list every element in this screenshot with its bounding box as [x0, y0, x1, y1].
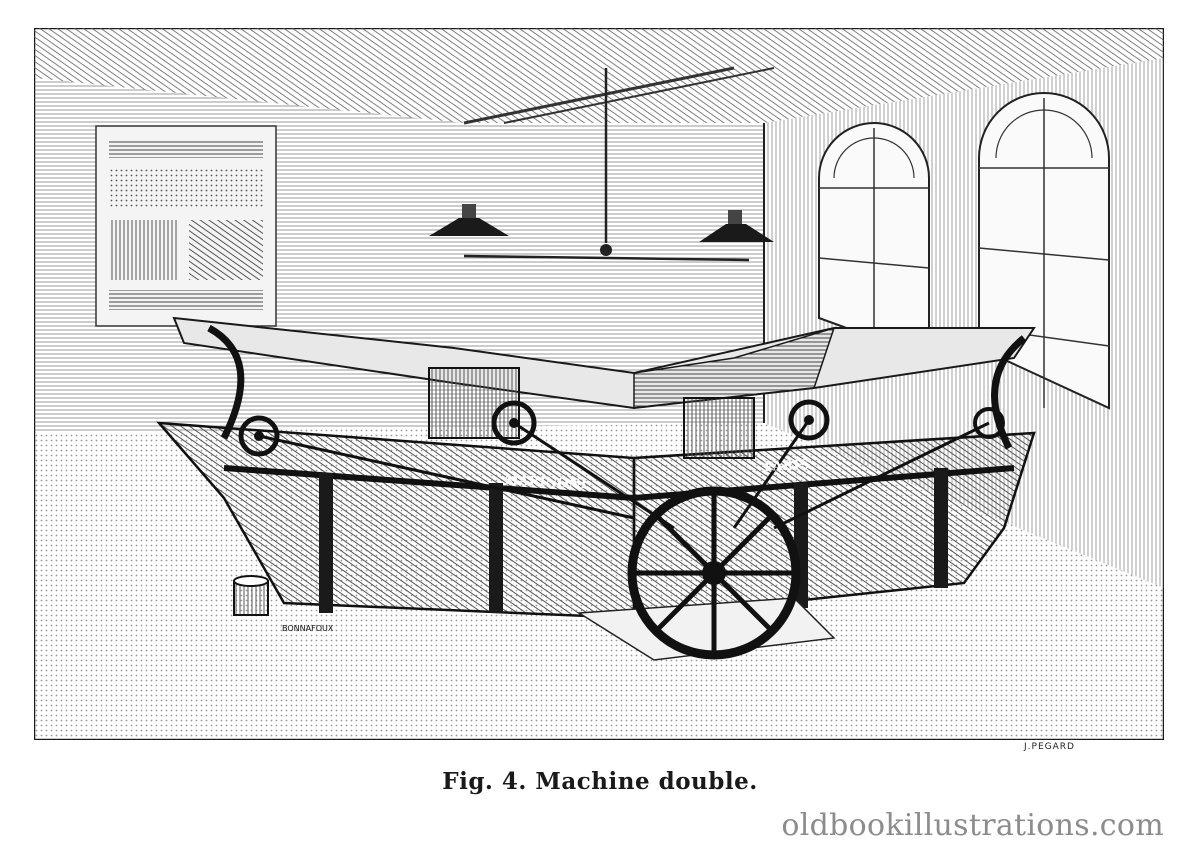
frame-label-marinoni: MARINONI: [503, 473, 588, 493]
flywheel: [632, 491, 796, 655]
press-engraving: [34, 28, 1164, 740]
oil-can: [234, 576, 268, 615]
engraver-signature: J.PEGARD: [1024, 742, 1075, 752]
frame-label-paris: PARIS: [763, 457, 810, 475]
wall-poster: [96, 126, 276, 326]
figure-caption: Fig. 4. Machine double.: [442, 768, 758, 795]
arched-window-left: [819, 123, 929, 358]
watermark: oldbookillustrations.com: [781, 808, 1164, 843]
base-label-bonnafoux: BONNAFOUX: [282, 624, 334, 633]
